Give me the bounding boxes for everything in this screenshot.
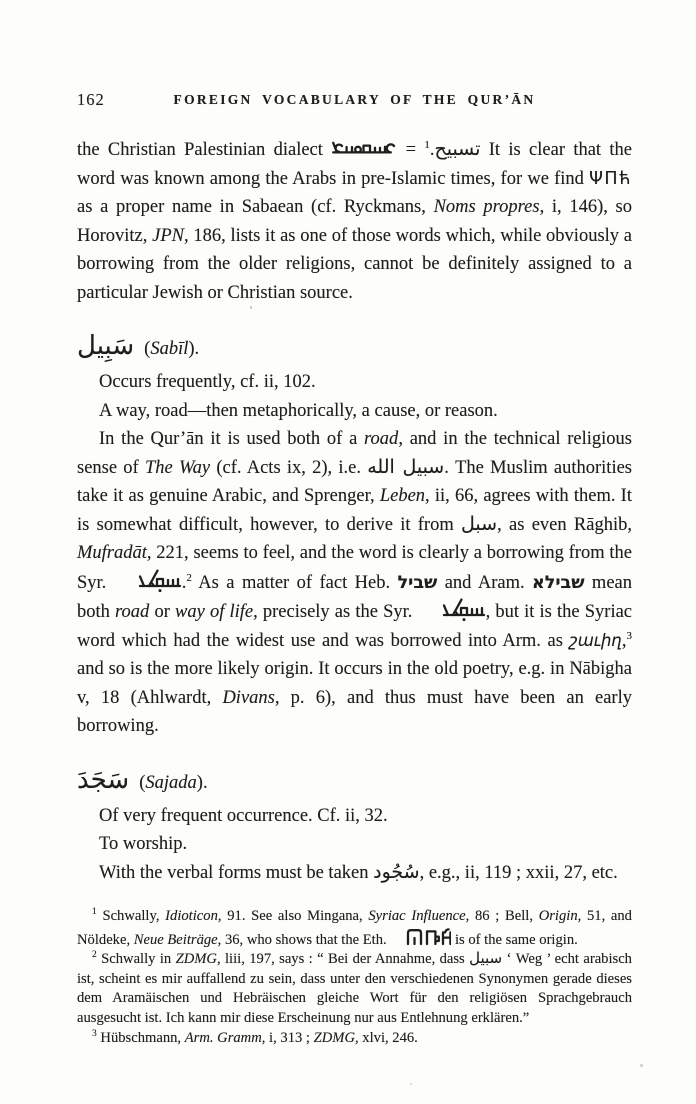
running-title: FOREIGN VOCABULARY OF THE QUR’ĀN: [173, 92, 536, 107]
page-number: 162: [77, 90, 105, 109]
headword-section-sabil: [77, 333, 632, 360]
headword-arabic-sabil: سَبِيل: [77, 331, 135, 361]
paragraph-sabil-way: A way, road—then metaphorically, a cause, or reason.: [99, 400, 498, 421]
text-block: [77, 88, 632, 1048]
syriac-word-shbila: [114, 568, 182, 598]
running-header: [77, 88, 632, 112]
paragraph-sajada-occurs: Of very frequent occurrence. Cf. ii, 32.: [99, 805, 388, 826]
footnote-2: $^2$ Schwally in ZDMG, liii, 197, says : “ Bei der Annahme, dass سبيل ‘ Weg ’ echt arabisch ist, scheint es mir auffallend zu sein, dass unter den verschiedenen Synonymen gerade dieses dem Aramäischen und Hebräischen gleiche Wort für den religiösen Sprachgebrauch ausgesucht ist. Ich kann mir diese Erscheinung nur aus Entlehnung erklären.”: [77, 949, 632, 1026]
footnote-1: $^1$ Schwally, Idioticon, 91. See also Mingana, Syriac Influence, 86 ; Bell, Origin, 51, and Nöldeke, Neue Beiträge, 36, who shows that the Eth. is of the same origin.: [77, 907, 632, 950]
headword-arabic-sajada: سَجَدَ: [77, 764, 130, 795]
syriac-word-teshbuhta: [331, 136, 397, 165]
scan-speck: [410, 1083, 412, 1085]
paragraph-sajada-worship: To worship.: [99, 834, 188, 854]
paragraph-sabil-occurs: Occurs frequently, cf. ii, 102.: [99, 372, 316, 392]
headword-gloss-sajada: (Sajada).: [139, 772, 208, 793]
scan-speck: [640, 1064, 643, 1067]
syriac-word-shbila: [418, 597, 486, 627]
paragraph-continuation: the Christian Palestinian dialect = تسبيح.$^1$ It is clear that the word was known among the Arabs in pre-Islamic times, for we find ΨΠћ as a proper name in Sabaean (cf. Ryckmans, Noms propres, i, 146), so Horovitz, JPN, 186, lists it as one of those words which, while obviously a borrowing from the older religions, cannot be definitely assigned to a particular Jewish or Christian source.: [77, 138, 633, 303]
footnote-3: $^3$ Hübschmann, Arm. Gramm, i, 313 ; ZDMG, xlvi, 246.: [92, 1028, 418, 1046]
paragraph-sabil-main: In the Qur’ān it is used both of a road, and in the technical religious sense of The Way (cf. Acts ix, 2), i.e. سبيل الله. The Muslim authorities take it as genuine Arabic, and Sprenger, Leben, ii, 66, agrees with them. It is somewhat difficult, however, to derive it from سبل, as even Rāghib, Mufradāt, 221, seems to feel, and the word is clearly a borrowing from the Syr. .$^2$ As a matter of fact Heb. שביל and Aram. שבילא mean both road or way of life, precisely as the Syr. , but it is the Syriac word which had the widest use and was borrowed into Arm. as շաւիղ,$^3$ and so is the more likely origin. It occurs in the old poetry, e.g. in Nābigha v, 18 (Ahlwardt, Divans, p. 6), and thus must have been an early borrowing.: [77, 429, 633, 736]
scan-speck: [250, 306, 252, 309]
footnotes-block: [77, 907, 632, 1048]
headword-gloss-sabil: (Sabīl).: [144, 339, 200, 359]
paragraph-sajada-forms: With the verbal forms must be taken سُجُود, e.g., ii, 119 ; xxii, 27, etc.: [99, 860, 618, 883]
ethiopic-word-sabha: [390, 927, 451, 951]
headword-section-sajada: [77, 764, 632, 795]
